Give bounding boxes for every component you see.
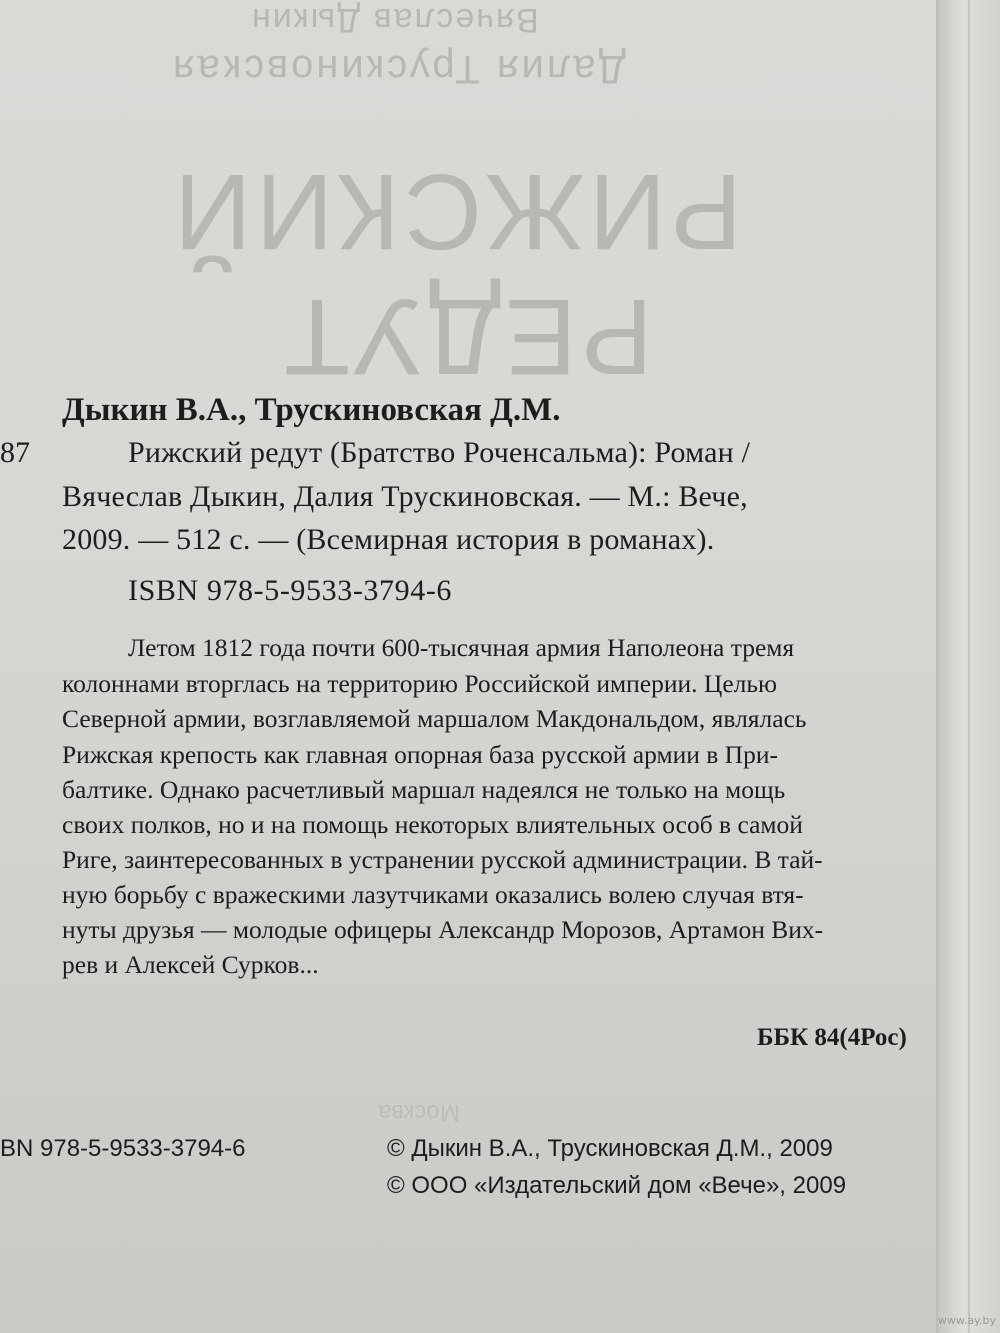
annotation-line: своих полков, но и на помощь некоторых влиятельных особ в самой	[62, 810, 803, 839]
copyright-publisher: © ООО «Издательский дом «Вече», 2009	[387, 1172, 847, 1199]
annotation-line: рев и Алексей Сурков...	[62, 950, 319, 979]
description-line: 2009. — 512 с. — (Всемирная история в романах).	[62, 523, 715, 556]
annotation-line: колоннами вторглась на территорию Российской империи. Целью	[62, 669, 778, 698]
bleed-through-author-1: Вячеслав Дыкин	[250, 1, 539, 39]
bleed-through-author-2: Далия Трускиновская	[170, 47, 626, 91]
description-line: Вячеслав Дыкин, Далия Трускиновская. — М.: Вече,	[62, 480, 748, 513]
annotation-line: Северной армии, возглавляемой маршалом Макдональдом, являлась	[62, 704, 807, 733]
annotation-line: Рижская крепость как главная опорная база русской армии в При-	[62, 740, 778, 769]
watermark: www.ay.by	[937, 1314, 996, 1327]
annotation-line: Летом 1812 года почти 600-тысячная армия Наполеона тремя	[128, 633, 795, 662]
authors-heading: Дыкин В.А., Трускиновская Д.М.	[62, 392, 561, 428]
udc-fragment: 87	[0, 436, 30, 469]
isbn: ISBN 978-5-9533-3794-6	[128, 574, 453, 607]
page-edge-line	[968, 0, 970, 1333]
annotation-line: нуты друзья — молодые офицеры Александр Морозов, Артамон Вих-	[62, 915, 824, 944]
bleed-through-city: Москва	[378, 1099, 460, 1126]
bleed-through-title-2: РЕДУТ	[280, 277, 654, 398]
annotation-line: ную борьбу с вражескими лазутчиками оказались волею случая втя-	[62, 880, 804, 909]
annotation-line: Риге, заинтересованных в устранении русской администрации. В тай-	[62, 845, 823, 874]
annotation-line: балтике. Однако расчетливый маршал надеялся не только на мощь	[62, 775, 786, 804]
copyright-authors: © Дыкин В.А., Трускиновская Д.М., 2009	[387, 1135, 833, 1162]
description-line: Рижский редут (Братство Роченсальма): Роман /	[128, 436, 751, 469]
bbk-code: ББК 84(4Рос)	[757, 1024, 907, 1051]
footer-isbn: BN 978-5-9533-3794-6	[0, 1135, 246, 1162]
bleed-through-title-1: РИЖСКИЙ	[170, 152, 743, 273]
